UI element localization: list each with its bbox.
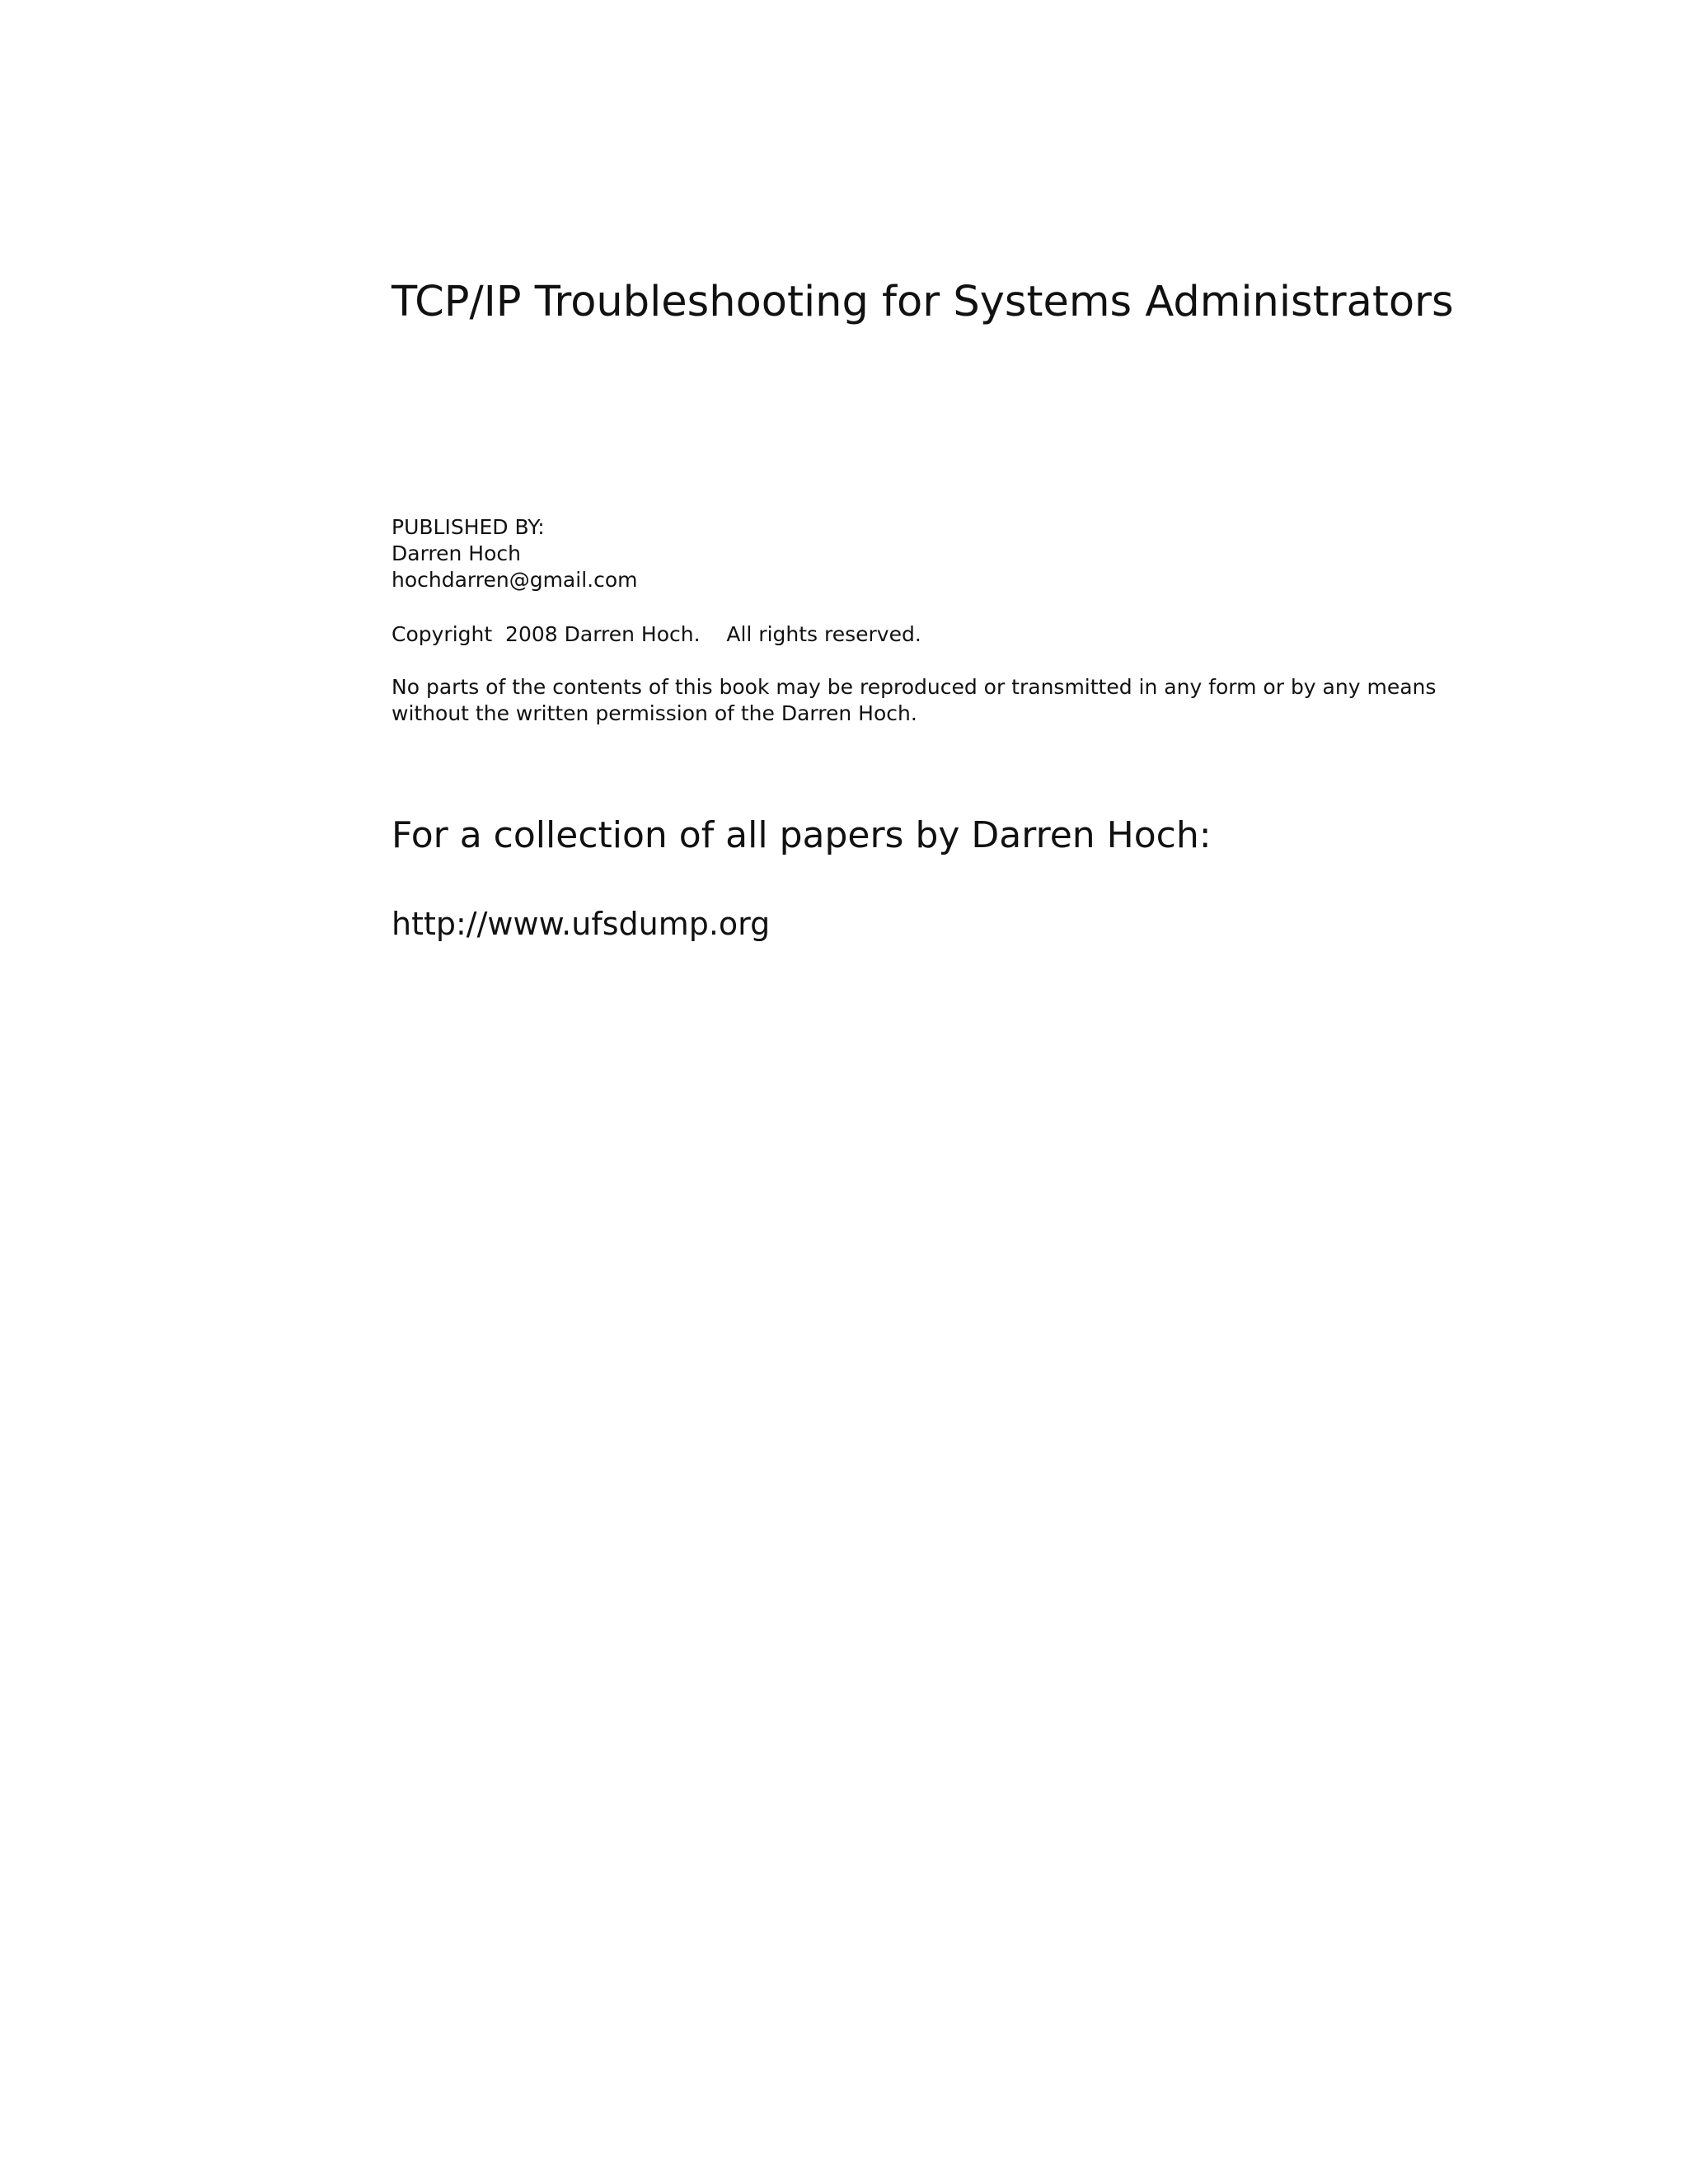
publisher-label: PUBLISHED BY: [392, 515, 545, 539]
website-link[interactable]: http://www.ufsdump.org [392, 906, 771, 942]
publisher-block [392, 514, 638, 593]
copyright-notice: Copyright 2008 Darren Hoch. All rights reserved. [392, 622, 921, 646]
reproduction-notice-line-2: without the written permission of the Darren Hoch. [392, 701, 917, 725]
document-title: TCP/IP Troubleshooting for Systems Administrators [392, 278, 1454, 326]
reproduction-notice [392, 674, 1463, 727]
publisher-name: Darren Hoch [392, 541, 521, 565]
papers-collection-heading: For a collection of all papers by Darren Hoch: [392, 814, 1212, 856]
reproduction-notice-line-1: No parts of the contents of this book may be reproduced or transmitted in any form or by any means [392, 675, 1437, 699]
publisher-email: hochdarren@gmail.com [392, 568, 638, 592]
